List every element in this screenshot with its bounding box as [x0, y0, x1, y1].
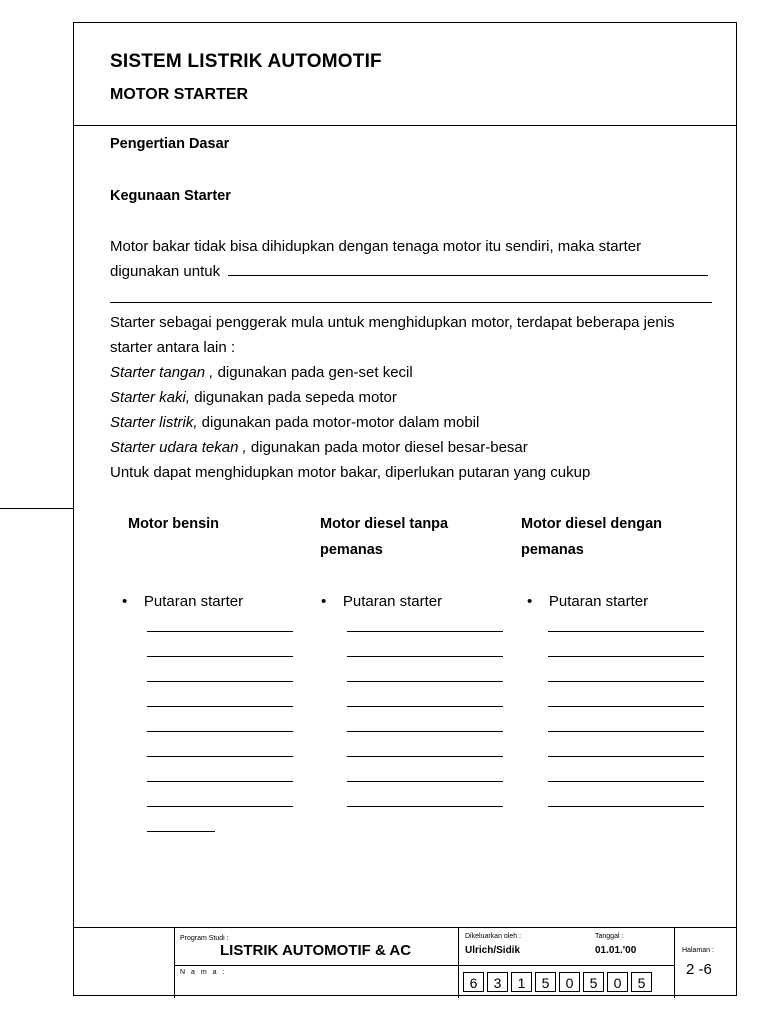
answer-line	[548, 631, 704, 632]
answer-line	[548, 781, 704, 782]
answer-line	[347, 756, 503, 757]
issued-label: Dikeluarkan oleh :	[465, 933, 522, 940]
column-heading-bensin: Motor bensin	[128, 516, 220, 532]
answer-line	[347, 731, 503, 732]
heading-kegunaan: Kegunaan Starter	[110, 188, 231, 204]
starter-type-item: Starter kaki, digunakan pada sepeda motor	[110, 389, 397, 406]
code-digit: 6	[463, 972, 484, 992]
answer-line	[147, 706, 293, 707]
program-label: Program Studi :	[180, 935, 229, 942]
paragraph-line: Starter sebagai penggerak mula untuk menghidupkan motor, terdapat beberapa jenis	[110, 314, 675, 331]
code-digits	[463, 972, 655, 992]
nama-label: N a m a :	[180, 969, 227, 976]
paragraph-line: starter antara lain :	[110, 339, 236, 356]
date-value: 01.01.'00	[595, 945, 637, 956]
starter-type-item: Starter listrik, digunakan pada motor-motor dalam mobil	[110, 414, 480, 431]
date-label: Tanggal :	[595, 933, 624, 940]
header-divider	[74, 125, 736, 126]
answer-line	[347, 706, 503, 707]
column-heading-diesel-dengan: Motor diesel dengan pemanas	[521, 516, 662, 558]
answer-line	[147, 831, 215, 832]
code-digit: 5	[631, 972, 652, 992]
answer-line	[548, 681, 704, 682]
answer-line	[548, 706, 704, 707]
code-digit: 3	[487, 972, 508, 992]
code-digit: 5	[535, 972, 556, 992]
issued-value: Ulrich/Sidik	[465, 945, 521, 956]
answer-line	[548, 756, 704, 757]
paragraph-text: digunakan untuk	[110, 263, 221, 280]
answer-line	[147, 756, 293, 757]
fill-blank	[228, 262, 708, 276]
answer-line	[347, 631, 503, 632]
footer-divider	[674, 928, 675, 998]
heading-pengertian: Pengertian Dasar	[110, 136, 230, 152]
paragraph-line: Motor bakar tidak bisa dihidupkan dengan tenaga motor itu sendiri, maka starter	[110, 238, 642, 255]
bullet-item: • Putaran starter	[527, 593, 649, 610]
bullet-item: • Putaran starter	[321, 593, 443, 610]
answer-line	[548, 806, 704, 807]
answer-line	[347, 681, 503, 682]
answer-line	[147, 806, 293, 807]
column-heading-diesel-tanpa: Motor diesel tanpa pemanas	[320, 516, 449, 558]
footer-divider	[174, 965, 674, 966]
code-digit: 5	[583, 972, 604, 992]
answer-line	[147, 656, 293, 657]
starter-type-item: Starter tangan , digunakan pada gen-set kecil	[110, 364, 413, 381]
starter-type-item: Starter udara tekan , digunakan pada motor diesel besar-besar	[110, 439, 528, 456]
footer-divider	[174, 928, 175, 998]
footer-divider	[458, 928, 459, 998]
document-subtitle: MOTOR STARTER	[110, 86, 249, 103]
paragraph-line: Untuk dapat menghidupkan motor bakar, diperlukan putaran yang cukup	[110, 464, 591, 481]
page-number: 2 -6	[686, 961, 712, 978]
paragraph-line	[110, 259, 708, 284]
document-title: SISTEM LISTRIK AUTOMOTIF	[110, 51, 382, 72]
document-footer	[74, 927, 736, 998]
code-digit: 0	[559, 972, 580, 992]
answer-line	[347, 781, 503, 782]
answer-line	[147, 631, 293, 632]
answer-line	[347, 806, 503, 807]
page-label: Halaman :	[682, 947, 714, 954]
bullet-item: • Putaran starter	[122, 593, 244, 610]
answer-line	[548, 656, 704, 657]
answer-line	[548, 731, 704, 732]
answer-line	[147, 681, 293, 682]
code-digit: 0	[607, 972, 628, 992]
fill-blank	[110, 302, 712, 303]
code-digit: 1	[511, 972, 532, 992]
answer-line	[147, 731, 293, 732]
answer-line	[147, 781, 293, 782]
program-value: LISTRIK AUTOMOTIF & AC	[220, 942, 412, 959]
answer-line	[347, 656, 503, 657]
page-frame	[73, 22, 737, 996]
margin-rule	[0, 508, 73, 509]
